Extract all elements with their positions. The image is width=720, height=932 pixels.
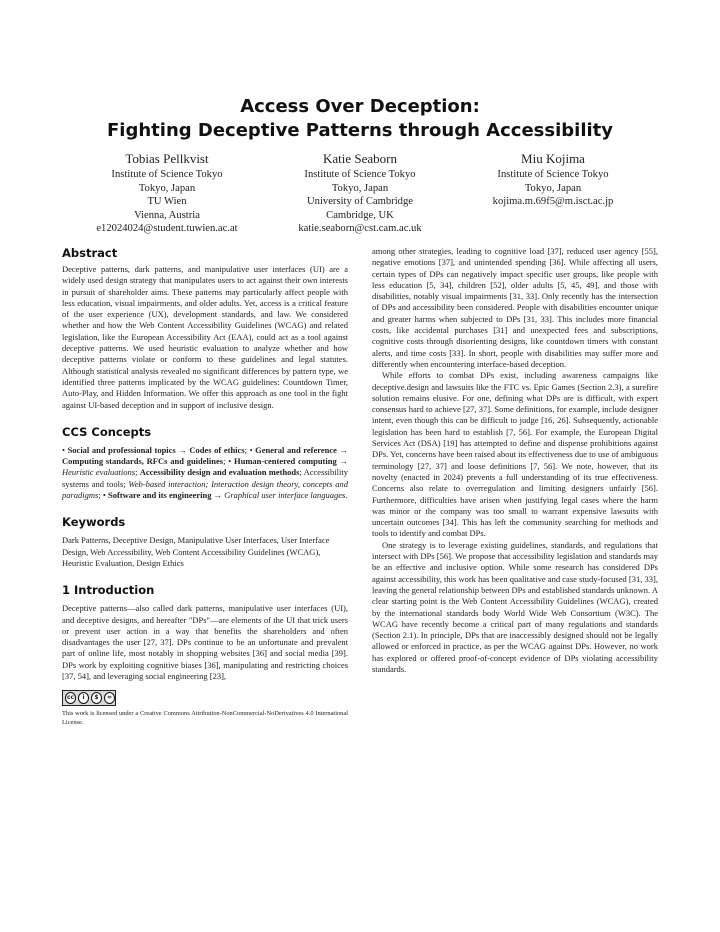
author-email: kojima.m.69f5@m.isct.ac.jp	[492, 196, 614, 208]
license-text: This work is licensed under a Creative Commons Attribution-NonCommercial-NoDerivatives 4.0 International License.	[62, 710, 348, 726]
author-affiliation: University of Cambridge	[307, 196, 413, 208]
author-location: Tokyo, Japan	[331, 182, 389, 194]
keywords-heading: Keywords	[62, 515, 126, 530]
ccs-term: Software and its engineering	[107, 490, 212, 501]
cc-icon: cc	[65, 692, 76, 704]
left-column	[62, 246, 348, 727]
nd-icon: =	[104, 692, 115, 704]
right-column	[372, 246, 658, 675]
author-affiliation: Institute of Science Tokyo	[304, 169, 416, 180]
ccs-heading: CCS Concepts	[62, 424, 152, 439]
ccs-term: Human-centered computing	[233, 456, 337, 467]
body-paragraph: One strategy is to leverage existing guidelines, standards, and regulations that intersect with DPs [56]. We propose that accessibility legislation and standards may be an effective and inclusive option. While some research has considered DPs against accessibility, this work has been qualitative and case study-focused [31, 33], leaving the general relationship between DPs and established standards unknown. A clear starting point is the Web Content Accessibility Guidelines (WCAG), created by the international standards body World Wide Web Consortium (W3C). The WCAG have recently become a critical part of many regulations and standards (Section 2.1). In principle, DPs that are inaccessibly designed should not be legally allowed or enforced in practice, as per the WCAG against DPs. However, no work has explored or offered proof-of-concept evidence of DPs violating accessibility standards.	[372, 539, 658, 674]
ccs-term: General and reference	[255, 444, 337, 455]
ccs-section	[62, 425, 348, 501]
author-location: Tokyo, Japan	[138, 182, 196, 194]
keywords-text: Dark Patterns, Deceptive Design, Manipulative User Interfaces, User Interface Design, Web Accessibility, Web Content Accessibility Guidelines (WCAG), Heuristic Evaluation, Design Ethics	[62, 535, 330, 568]
author-block-3	[433, 150, 673, 209]
ccs-term: Graphical user interface languages	[224, 490, 346, 501]
keywords-section	[62, 515, 348, 569]
abstract-section	[62, 246, 348, 411]
author-affiliation: TU Wien	[147, 196, 187, 208]
author-affiliation: Institute of Science Tokyo	[111, 169, 223, 180]
creative-commons-badge	[62, 690, 116, 706]
ccs-term: Accessibility design and evaluation methods	[139, 467, 300, 478]
body-paragraph: While efforts to combat DPs exist, including awareness campaigns like deceptive.design and lawsuits like the FTC vs. Epic Games (Section 2.3), a surefire solution remains elusive. For one, defining what DPs are is difficult, with expert consensus hard to achieve [27, 37]. Some definitions, for example, include designer intent, even though this can be difficult to judge [16, 26]. Subsequently, actionable legislation has been hard to establish [7, 56]. For example, the European Digital Services Act (DSA) [19] has attempted to define and dispense prohibitions against DPs. Yet, concerns have been raised about its effectiveness due to use of ambiguous terminology [27, 37] and loose definitions [7, 56]. We note, however, that its novelty (enacted in 2024) prevents a full understanding of its true effectiveness. Concerns also relate to overregulation and limiting designers unfairly [56]. Furthermore, difficulties have arisen when justifying legal cases where the harm was minor or the company was too small to warrant expensive lawsuits with uncertain outcomes [34]. This has left the community searching for methods and tools to identify and combat DPs.	[372, 370, 658, 539]
author-location: Tokyo, Japan	[524, 182, 582, 194]
ccs-term: Codes of ethics	[189, 444, 245, 455]
author-email: katie.seaborn@cst.cam.ac.uk	[298, 223, 422, 235]
ccs-list: • Social and professional topics → Codes of ethics; • General and reference → Computing standards, RFCs and guidelines; • Human-centered computing → Heuristic evaluations; Accessibility design and evaluation methods; Accessibility systems and tools; Web-based interaction; Interaction design theory, concepts and paradigms; • Software and its engineering → Graphical user interface languages.	[62, 444, 349, 501]
author-affiliation: Institute of Science Tokyo	[497, 169, 609, 180]
nc-icon: $	[91, 692, 102, 704]
ccs-term: Web-based interaction; Interaction design theory, concepts and paradigms	[62, 478, 349, 501]
author-location: Cambridge, UK	[326, 209, 394, 221]
abstract-text: Deceptive patterns, dark patterns, and manipulative user interfaces (UI) are a widely used design strategy that manipulates users to act against their own interests in pursuit of shareholder aims. These patterns may particularly affect people with less education, visual impairments, and older adults. Yet, access is a critical feature of the user experience (UX), development standards, and law. We considered whether and how the Web Content Accessibility Guidelines (WCAG) and related legislation, like the European Accessibility Act (EAA), could act as a tool against deceptive patterns. We used heuristic evaluation to analyze whether and how deceptive patterns violate or conform to these guidelines and legal statutes. Although statistical analysis revealed no significant differences by pattern type, we identified three patterns implicated by the WCAG guidelines: Countdown Timer, Auto-Play, and Hidden Information. We offer this approach as one tool in the fight against UI-based deception and in support of inclusive design.	[62, 264, 348, 410]
author-email: e12024024@student.tuwien.ac.at	[96, 223, 238, 235]
introduction-heading: 1 Introduction	[62, 583, 155, 598]
paper-title-line-2: Fighting Deceptive Patterns through Accessibility	[107, 120, 613, 141]
ccs-term: Social and professional topics	[67, 444, 176, 455]
paper-title-line-1: Access Over Deception:	[240, 96, 480, 117]
author-name: Tobias Pellkvist	[125, 151, 209, 166]
ccs-term: Computing standards, RFCs and guidelines	[62, 456, 224, 467]
ccs-term: Heuristic evaluations	[62, 467, 136, 478]
by-icon: i	[78, 692, 89, 704]
author-name: Miu Kojima	[521, 151, 585, 166]
author-name: Katie Seaborn	[322, 151, 397, 166]
introduction-paragraph: Deceptive patterns—also called dark patterns, manipulative user interfaces (UI), and deceptive designs, and hereafter "DPs"—are elements of the UI that trick users or prevent user action in a way that benefits the shareholders and often disadvantages the user [27, 37]. DPs continue to be an unfortunate and prevalent part of online life, most notably in shopping websites [36] and social media [39]. DPs work by exploiting cognitive biases [36], manipulating and restricting choices [37, 54], and leveraging social engineering [23],	[62, 603, 348, 682]
author-location: Vienna, Austria	[134, 209, 200, 221]
introduction-section	[62, 583, 348, 682]
abstract-heading: Abstract	[62, 246, 118, 260]
body-paragraph: among other strategies, leading to cognitive load [37], reduced user agency [55], negative emotions [37], and unintended spending [36]. While affecting all users, certain types of DPs can negatively impact specific user groups, like people with less education [5, 34], children [52], older adults [5, 45, 49], and those with disabilities, notably visual impairments [31, 33]. Only recently has the intersection of DPs and accessibility been considered. People with disabilities encounter unique and greater harms when subjected to DPs [31, 33]. This includes more financial costs, like accidental purchases [31] and unexpected fees and subscriptions, cognitive costs through disorienting designs, like countdown timers with constant alerts, and time costs [33]. In short, people with disabilities may suffer more and differently when encountering interface-based deception.	[372, 246, 658, 369]
